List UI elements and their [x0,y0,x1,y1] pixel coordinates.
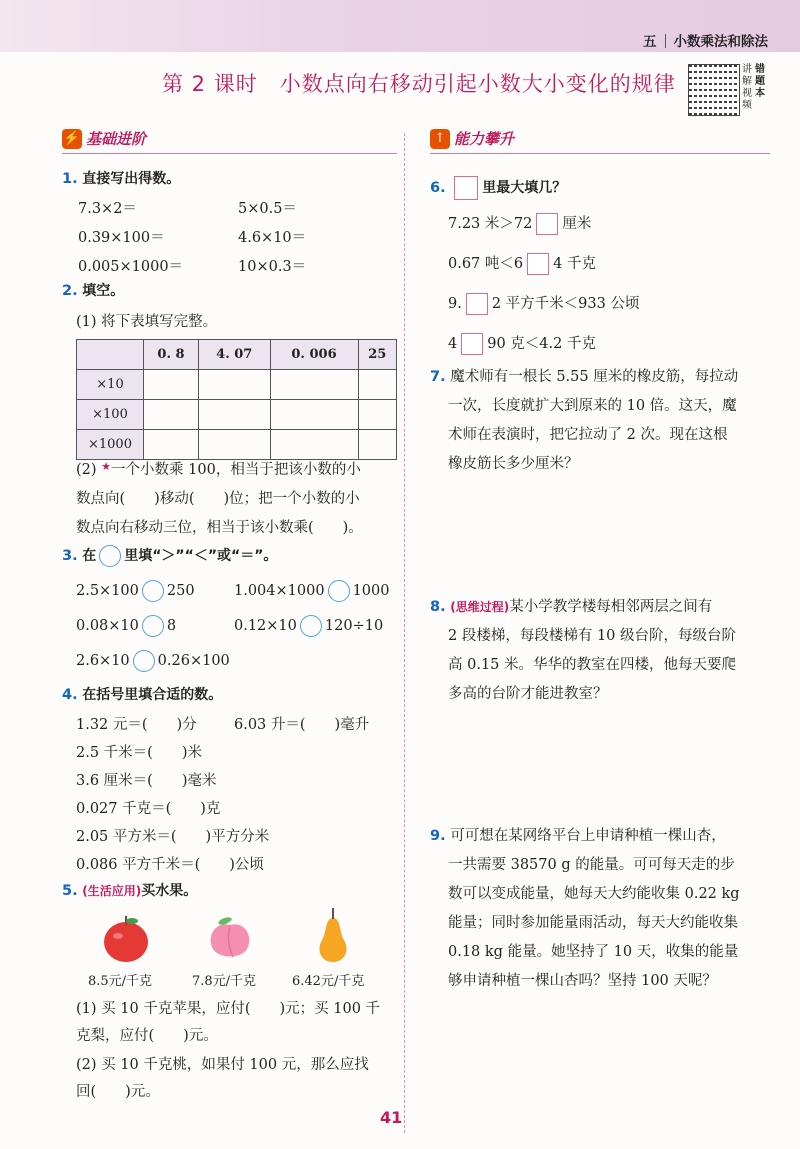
digit-box[interactable] [461,333,483,355]
table-row-label: ×10 [77,370,144,400]
q6-item: 7.23 米＞72 厘米 [448,212,591,235]
q2-sub2-text: 一个小数乘 100，相当于把该小数的小 [111,462,361,478]
chapter-number: 五 [643,34,657,50]
q1-item: 5×0.5＝ [238,201,297,217]
q5-heading [62,880,197,900]
q4-title: 在括号里填合适的数。 [82,687,223,703]
section-rule-right [430,153,770,154]
q2-sub2-text: 数点向右移动三位，相当于该小数乘( )。 [76,520,363,536]
digit-box[interactable] [536,213,558,235]
apple-price: 8.5元/千克 [88,974,153,989]
table-answer-cell[interactable] [144,430,199,460]
q8-line: 2 段楼梯，每段楼梯有 10 级台阶，每级台阶 [448,628,737,644]
q3-item: 1.004×1000 1000 [234,580,389,602]
table-row [77,400,397,430]
q3-title-post: 里填“＞”“＜”或“＝”。 [124,548,278,564]
digit-box[interactable] [466,293,488,315]
star-icon: ★ [101,460,112,473]
q7-line: 魔术师有一根长 5.55 厘米的橡皮筋，每拉动 [450,369,739,385]
q9-line: 数可以变成能量，她每天大约能收集 0.22 kg [448,886,740,902]
q3-item: 0.08×10 8 [76,615,176,637]
q3-item: 2.5×100 250 [76,580,195,602]
lesson-title-text: 小数点向右移动引起小数大小变化的规律 [279,72,676,96]
chapter-title: 小数乘法和除法 [673,34,768,50]
conversion-table [76,339,397,460]
q9-line: 0.18 kg 能量。她坚持了 10 天，收集的能量 [448,944,739,960]
q6-item: 4 90 克＜4.2 千克 [448,332,596,355]
q4-number: 4. [62,687,78,703]
q4-line: 0.027 千克＝( )克 [76,801,221,817]
q4-line: 3.6 厘米＝( )毫米 [76,773,217,789]
circle-blank-icon [99,545,121,567]
q8-block [430,593,775,709]
qr-caption [742,64,770,112]
compare-circle[interactable] [142,615,164,637]
table-answer-cell[interactable] [358,400,397,430]
q5-number: 5. [62,883,78,899]
q1-item: 0.005×1000＝ [78,259,184,275]
q5-tag: (生活应用) [82,884,142,898]
table-header-cell: 0. 8 [144,340,199,370]
q2-heading [62,280,124,300]
table-answer-cell[interactable] [199,400,271,430]
table-row-label: ×100 [77,400,144,430]
q7-block [430,363,775,479]
q5-title: 买水果。 [141,883,198,899]
section-title-basic: 基础进阶 [86,130,147,148]
qr-code-icon[interactable] [688,64,740,116]
compare-circle[interactable] [300,615,322,637]
qr-caption-col1: 讲 解 视 频 [742,64,752,111]
pear-icon [313,906,353,966]
q9-line: 可可想在某网络平台上申请种植一棵山杏， [450,828,726,844]
page-number: 41 [380,1108,403,1127]
q2-number: 2. [62,283,78,299]
q1-title: 直接写出得数。 [82,171,181,187]
q3-number: 3. [62,548,78,564]
q6-item: 9. 2 平方千米＜933 公顷 [448,292,639,315]
q6-number: 6. [430,180,446,196]
section-header-advanced [430,128,514,154]
q5-line: 回( )元。 [76,1084,160,1100]
q3-heading [62,545,277,567]
section-header-basic [62,128,146,154]
q9-line: 一共需要 38570 g 的能量。可可每天走的步 [448,857,735,873]
q8-number: 8. [430,599,446,615]
q4-line: 2.5 千米＝( )米 [76,745,202,761]
q1-item: 7.3×2＝ [78,201,137,217]
table-header-row [77,340,397,370]
table-header-cell: 25 [358,340,397,370]
table-header-cell [77,340,144,370]
compare-circle[interactable] [133,650,155,672]
q6-title: 里最大填几？ [482,180,567,196]
q3-item: 2.6×10 0.26×100 [76,650,230,672]
table-header-cell: 4. 07 [199,340,271,370]
table-answer-cell[interactable] [358,370,397,400]
q3-item: 0.12×10 120÷10 [234,615,383,637]
q1-item: 4.6×10＝ [238,230,307,246]
chapter-label [643,30,768,50]
arrow-up-icon: ↑ [430,129,450,149]
peach-icon [205,913,255,963]
column-divider [404,133,405,1133]
table-row [77,370,397,400]
apple-icon [100,912,152,964]
q9-number: 9. [430,828,446,844]
q1-item: 10×0.3＝ [238,259,307,275]
q4-line: 2.05 平方米＝( )平方分米 [76,829,270,845]
q5-line: (2) 买 10 千克桃，如果付 100 元，那么应找 [76,1057,369,1073]
q2-sub1: (1) 将下表填写完整。 [76,314,218,330]
lesson-label: 第 2 课时 [162,72,258,96]
section-rule-left [62,153,397,154]
table-answer-cell[interactable] [144,370,199,400]
pear-price: 6.42元/千克 [292,974,365,989]
q8-line: 高 0.15 米。华华的教室在四楼，他每天要爬 [448,657,737,673]
q1-heading [62,168,180,188]
q7-line: 术师在表演时，把它拉动了 2 次。现在这根 [448,427,728,443]
table-answer-cell[interactable] [358,430,397,460]
compare-circle[interactable] [328,580,350,602]
table-header-cell: 0. 006 [270,340,358,370]
table-answer-cell[interactable] [270,430,358,460]
q7-line: 橡皮筋长多少厘米？ [448,456,579,472]
q4-line: 6.03 升＝( )毫升 [234,717,370,733]
table-answer-cell[interactable] [199,370,271,400]
q2-sub2-label: (2) [76,462,102,478]
q8-tag: (思维过程) [450,600,510,614]
q5-line: (1) 买 10 千克苹果，应付( )元；买 100 千 [76,1001,381,1017]
q4-heading [62,684,222,704]
table-answer-cell[interactable] [144,400,199,430]
q9-line: 能量；同时参加能量雨活动，每天大约能收集 [448,915,738,931]
table-answer-cell[interactable] [199,430,271,460]
q6-heading [430,176,566,200]
q2-sub2-text: 数点向( )移动( )位；把一个小数的小 [76,491,360,507]
section-title-advanced: 能力攀升 [454,130,515,148]
q8-line: 某小学教学楼每相邻两层之间有 [509,599,713,615]
chapter-separator [665,34,666,48]
q2-title: 填空。 [82,283,125,299]
table-answer-cell[interactable] [270,370,358,400]
q4-line: 1.32 元＝( )分 [76,717,197,733]
q2-sub2-line1 [76,458,361,479]
q8-line: 多高的台阶才能进教室？ [448,686,608,702]
digit-box[interactable] [527,253,549,275]
q1-number: 1. [62,171,78,187]
square-blank-icon [454,176,478,200]
table-row-label: ×1000 [77,430,144,460]
q3-title-pre: 在 [82,548,97,564]
lesson-title [162,68,676,98]
table-answer-cell[interactable] [270,400,358,430]
q9-line: 够申请种植一棵山杏吗？坚持 100 天呢？ [448,973,717,989]
compare-circle[interactable] [142,580,164,602]
lightning-icon: ⚡ [62,129,82,149]
q7-line: 一次，长度就扩大到原来的 10 倍。这天，魔 [448,398,737,414]
q1-item: 0.39×100＝ [78,230,165,246]
q4-line: 0.086 平方千米＝( )公顷 [76,857,264,873]
q9-block [430,822,780,996]
q7-number: 7. [430,369,446,385]
table-row [77,430,397,460]
q6-item: 0.67 吨＜6 4 千克 [448,252,596,275]
q5-line: 克梨，应付( )元。 [76,1028,218,1044]
peach-price: 7.8元/千克 [192,974,257,989]
qr-caption-col2: 错 题 本 [755,64,765,99]
